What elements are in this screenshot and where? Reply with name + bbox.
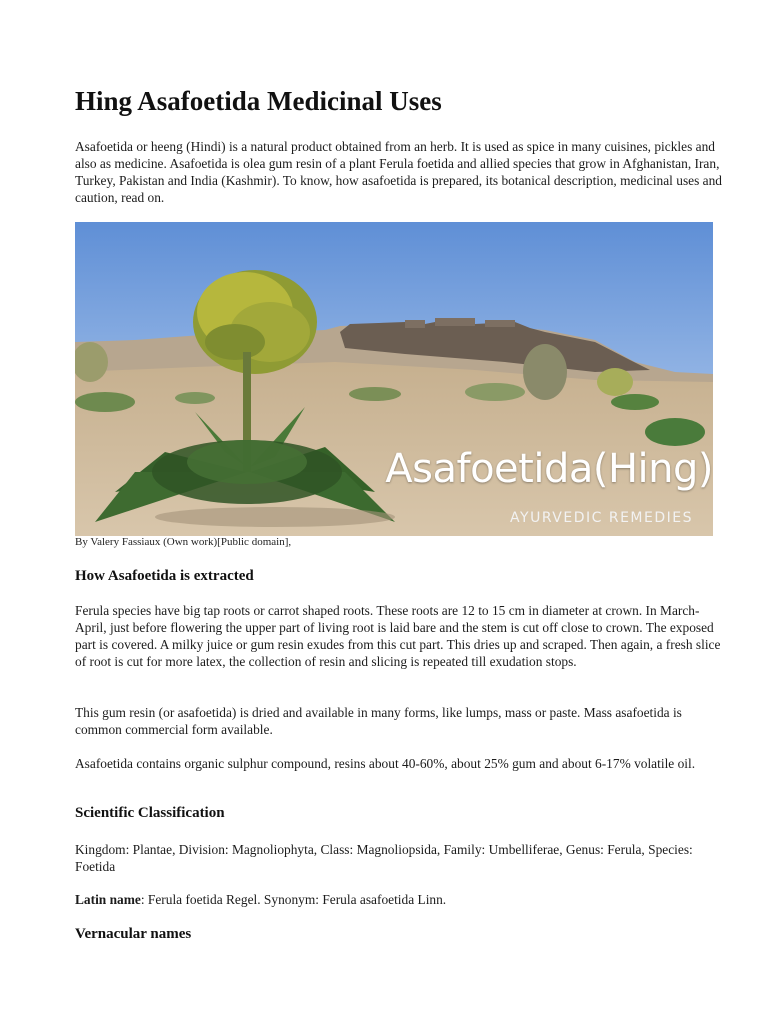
intro-paragraph: Asafoetida or heeng (Hindi) is a natural product obtained from an herb. It is used as spice in many cuisines, pickles and also as medicine. Asafoetida is olea gum resin of a plant Ferula foetida and allied species that grow in Afghanistan, Iran, Turkey, Pakistan and India (Kashmir). To know, how asafoetida is prepared, its botanical description, medicinal uses and caution, read on. (75, 139, 722, 205)
extraction-paragraph-2: This gum resin (or asafoetida) is dried and available in many forms, like lumps, mass or paste. Mass asafoetida is common commercial form available. (75, 705, 682, 737)
latin-name-text: : Ferula foetida Regel. Synonym: Ferula asafoetida Linn. (140, 892, 447, 907)
image-overlay-title: Asafoetida(Hing) (385, 446, 713, 492)
page-title: Hing Asafoetida Medicinal Uses (75, 86, 442, 116)
section-heading-vernacular: Vernacular names (75, 926, 192, 942)
image-overlay-subtitle: AYURVEDIC REMEDIES (510, 510, 693, 526)
section-heading-extraction: How Asafoetida is extracted (75, 568, 254, 584)
classification-paragraph: Kingdom: Plantae, Division: Magnoliophyta, Class: Magnoliopsida, Family: Umbelliferae, Genus: Ferula, Species: Foetida (75, 842, 693, 874)
image-caption: By Valery Fassiaux (Own work)[Public domain], (75, 536, 292, 548)
section-heading-classification: Scientific Classification (75, 805, 225, 821)
extraction-paragraph-3: Asafoetida contains organic sulphur compound, resins about 40-60%, about 25% gum and about 6-17% volatile oil. (75, 756, 696, 771)
latin-name-label: Latin name (75, 892, 141, 907)
latin-name-paragraph (75, 891, 725, 908)
asafoetida-photo (75, 222, 713, 536)
extraction-paragraph-1: Ferula species have big tap roots or carrot shaped roots. These roots are 12 to 15 cm in diameter at crown. In March-April, just before flowering the upper part of living root is laid bare and the stem is cut off close to crown. The exposed part is covered. A milky juice or gum resin exudes from this cut part. This dries up and scraped. Then again, a fresh slice of root is cut for more latex, the collection of resin and slicing is repeated till exudation stops. (75, 603, 721, 669)
